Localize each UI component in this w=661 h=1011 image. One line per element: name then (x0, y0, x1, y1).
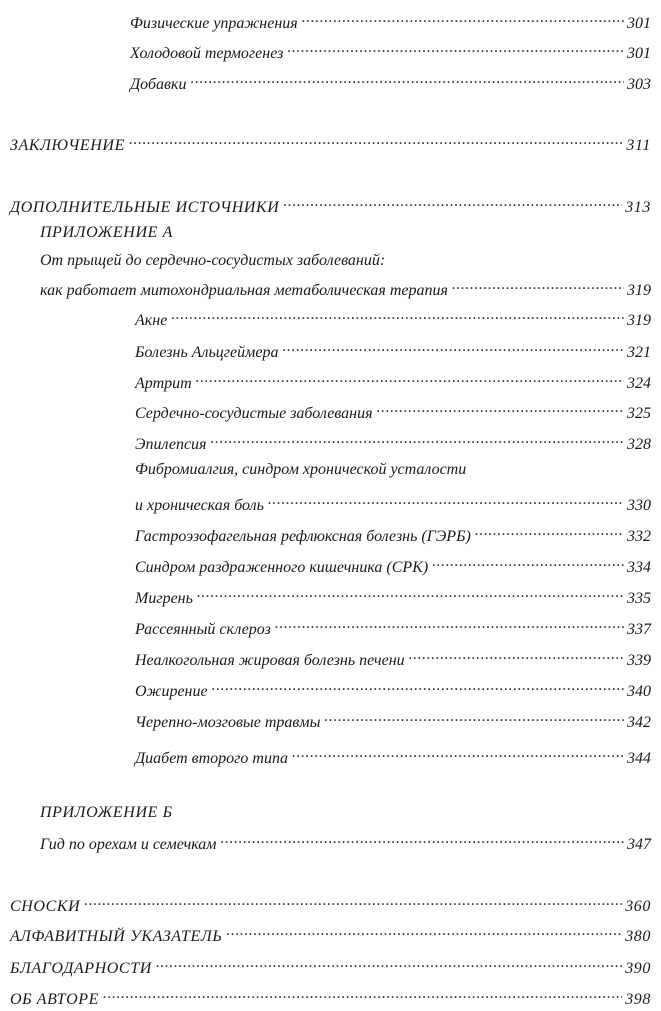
dot-leader (275, 614, 624, 634)
dot-leader (432, 552, 624, 572)
dot-leader (292, 743, 624, 763)
toc-entry-title: Гастроэзофагельная рефлюксная болезнь (ГЭРБ) (135, 528, 471, 545)
toc-entry-title: Эпилепсия (135, 436, 207, 453)
toc-entry[interactable] (135, 552, 651, 578)
dot-leader (190, 69, 624, 89)
toc-section-title: ЗАКЛЮЧЕНИЕ (10, 137, 125, 154)
appendix-b-entry[interactable] (40, 829, 651, 855)
toc-entry-title: Добавки (130, 76, 187, 93)
toc-entry-page: 334 (627, 559, 651, 576)
toc-section-title: СНОСКИ (10, 898, 81, 915)
toc-section-acknowledgements[interactable] (10, 953, 651, 979)
toc-section-page: 360 (625, 898, 651, 915)
appendix-a-page: 319 (627, 282, 651, 299)
toc-entry[interactable] (135, 398, 651, 424)
toc-entry-page: 301 (627, 45, 651, 62)
toc-entry-title: Артрит (135, 375, 192, 392)
toc-entry-page: 319 (627, 312, 651, 329)
toc-entry[interactable] (135, 368, 651, 394)
toc-entry-title: Мигрень (135, 590, 193, 607)
appendix-a-subtitle-line1: От прыщей до сердечно-сосудистых заболеваний: (40, 252, 386, 269)
toc-section-title: ДОПОЛНИТЕЛЬНЫЕ ИСТОЧНИКИ (10, 199, 280, 216)
toc-entry-title: Неалкогольная жировая болезнь печени (135, 652, 405, 669)
toc-entry[interactable] (135, 521, 651, 547)
toc-entry-title: Черепно-мозговые травмы (135, 714, 321, 731)
toc-entry-page: 335 (627, 590, 651, 607)
dot-leader (302, 8, 624, 28)
toc-entry-page: 340 (627, 683, 651, 700)
dot-leader (129, 130, 623, 150)
toc-section-notes[interactable] (10, 891, 651, 917)
toc-section-title: ОБ АВТОРЕ (10, 991, 100, 1008)
dot-leader (287, 38, 624, 58)
dot-leader (196, 368, 624, 388)
toc-entry[interactable] (135, 429, 651, 455)
toc-entry-title: и хроническая боль (135, 497, 264, 514)
dot-leader (212, 676, 624, 696)
toc-entry-page: 324 (627, 375, 651, 392)
toc-section-title: БЛАГОДАРНОСТИ (10, 960, 152, 977)
toc-section-conclusion[interactable] (10, 130, 651, 156)
toc-entry-page: 321 (627, 344, 651, 361)
dot-leader (171, 305, 624, 325)
appendix-b-heading: ПРИЛОЖЕНИЕ Б (40, 804, 173, 821)
appendix-b-subtitle: Гид по орехам и семечкам (40, 836, 217, 853)
toc-entry[interactable] (135, 676, 651, 702)
dot-leader (211, 429, 625, 449)
toc-section-page: 390 (625, 960, 651, 977)
toc-entry-title: Ожирение (135, 683, 208, 700)
toc-entry-page: 330 (627, 497, 651, 514)
toc-entry-title: Рассеянный склероз (135, 621, 271, 638)
toc-entry[interactable] (135, 490, 651, 516)
appendix-a-entry[interactable] (40, 275, 651, 301)
toc-section-index[interactable] (10, 921, 651, 947)
dot-leader (103, 984, 622, 1004)
toc-entry-page: 325 (627, 405, 651, 422)
toc-section-title: АЛФАВИТНЫЙ УКАЗАТЕЛЬ (10, 928, 223, 945)
toc-entry-page: 344 (627, 750, 651, 767)
toc-entry[interactable] (135, 707, 651, 733)
toc-entry-page: 301 (627, 15, 651, 32)
dot-leader (221, 829, 624, 849)
dot-leader (377, 398, 624, 418)
toc-entry-title: Сердечно-сосудистые заболевания (135, 405, 373, 422)
dot-leader (409, 645, 624, 665)
dot-leader (226, 921, 622, 941)
toc-entry-title: Диабет второго типа (135, 750, 288, 767)
appendix-a-heading: ПРИЛОЖЕНИЕ А (40, 224, 173, 241)
toc-entry-title: Физические упражнения (130, 15, 298, 32)
dot-leader (452, 275, 624, 295)
toc-entry[interactable] (130, 38, 651, 64)
dot-leader (84, 891, 622, 911)
toc-section-about-author[interactable] (10, 984, 651, 1010)
toc-section-page: 311 (626, 137, 651, 154)
toc-section-page: 380 (625, 928, 651, 945)
appendix-b-page: 347 (627, 836, 651, 853)
toc-entry-page: 339 (627, 652, 651, 669)
dot-leader (324, 707, 624, 727)
toc-entry-title: Синдром раздраженного кишечника (СРК) (135, 559, 429, 576)
toc-entry-title-line1: Фибромиалгия, синдром хронической усталости (135, 461, 467, 478)
toc-entry-page: 328 (627, 436, 651, 453)
toc-entry-title: Холодовой термогенез (130, 45, 284, 62)
toc-entry-page: 342 (627, 714, 651, 731)
toc-entry-page: 332 (627, 528, 651, 545)
appendix-a-subtitle-line2: как работает митохондриальная метаболическая терапия (40, 282, 448, 299)
toc-entry-title: Болезнь Альцгеймера (135, 344, 279, 361)
dot-leader (156, 953, 622, 973)
toc-entry[interactable] (135, 305, 651, 331)
dot-leader (475, 521, 624, 541)
toc-entry[interactable] (135, 743, 651, 769)
toc-entry[interactable] (130, 8, 651, 34)
toc-entry[interactable] (130, 69, 651, 95)
toc-section-page: 313 (625, 199, 651, 216)
toc-section-page: 398 (625, 991, 651, 1008)
toc-entry[interactable] (135, 614, 651, 640)
dot-leader (197, 583, 624, 603)
toc-entry-page: 303 (627, 76, 651, 93)
dot-leader (283, 192, 622, 212)
toc-entry[interactable] (135, 645, 651, 671)
dot-leader (282, 337, 624, 357)
dot-leader (268, 490, 624, 510)
toc-section-extra[interactable] (10, 192, 651, 218)
toc-entry[interactable] (135, 337, 651, 363)
toc-entry-title: Акне (135, 312, 168, 329)
toc-entry-page: 337 (627, 621, 651, 638)
toc-entry[interactable] (135, 583, 651, 609)
